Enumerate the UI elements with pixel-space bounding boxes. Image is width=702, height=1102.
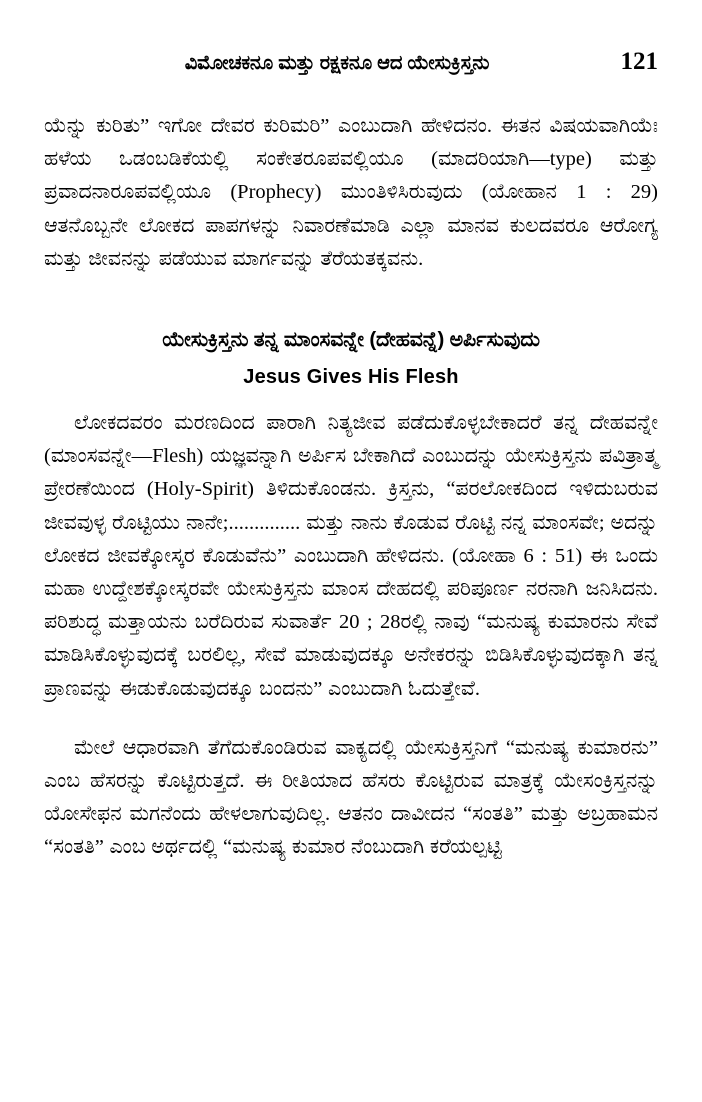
paragraph-1: ಯೆನ್ನು ಕುರಿತು” ಇಗೋ ದೇವರ ಕುರಿಮರಿ” ಎಂಬುದಾಗಿ ಹೇಳಿದನಂ. ಈತನ ವಿಷಯವಾಗಿಯೆಃ ಹಳೆಯ ಒಡಂಬಡಿಕೆಯಲ್ಲಿ ಸಂಕೇತರೂಪವಲ್ಲಿಯೂ (ಮಾದರಿಯಾಗಿ—type) ಮತ್ತು ಪ್ರವಾದನಾರೂಪವಲ್ಲಿಯೂ (Prophecy) ಮುಂತಿಳಿಸಿರುವುದು (ಯೋಹಾನ 1 : 29) ಆತನೊಬ್ಬನೇ ಲೋಕದ ಪಾಪಗಳನ್ನು ನಿವಾರಣೆಮಾಡಿ ಎಲ್ಲಾ ಮಾನವ ಕುಲದವರೂ ಆರೋಗ್ಯ ಮತ್ತು ಜೀವನನ್ನು ಪಡೆಯುವ ಮಾರ್ಗವನ್ನು ತೆರೆಯತಕ್ಕವನು. (44, 115, 658, 270)
page-number: 121 (620, 48, 658, 75)
page-header (44, 48, 658, 76)
paragraph-spacer-2 (44, 720, 658, 732)
section-heading-english: Jesus Gives His Flesh (243, 366, 459, 389)
running-title: ವಿಮೋಚಕನೂ ಮತ್ತು ರಕ್ಷಕನೂ ಆದ ಯೇಸುಕ್ರಿಸ್ತನು (184, 52, 490, 74)
section-heading-kannada: ಯೇಸುಕ್ರಿಸ್ತನು ತನ್ನ ಮಾಂಸವನ್ನೇ (ದೇಹವನ್ನೆ) ಅರ್ಪಿಸುವುದು (162, 328, 540, 352)
paragraph-spacer (44, 290, 658, 302)
paragraph-2: ಲೋಕದವರಂ ಮರಣದಿಂದ ಪಾರಾಗಿ ನಿತ್ಯಜೀವ ಪಡೆದುಕೊಳ್ಳಬೇಕಾದರೆ ತನ್ನ ದೇಹವನ್ನೇ (ಮಾಂಸವನ್ನೇ—Flesh) ಯಜ್ಞವನ್ನಾಗಿ ಅರ್ಪಿಸ ಬೇಕಾಗಿದೆ ಎಂಬುದನ್ನು ಯೇಸುಕ್ರಿಸ್ತನು ಪವಿತ್ರಾತ್ಮ ಪ್ರೇರಣೆಯಿಂದ (Holy-Spirit) ತಿಳಿದುಕೊಂಡನು. ಕ್ರಿಸ್ತನು, “ಪರಲೋಕದಿಂದ ಇಳಿದುಬರುವ ಜೀವವುಳ್ಳ ರೊಟ್ಟಿಯು ನಾನೇ;.............. ಮತ್ತು ನಾನು ಕೊಡುವ ರೊಟ್ಟಿ ನನ್ನ ಮಾಂಸವೇ; ಅದನ್ನು ಲೋಕದ ಜೀವಕ್ಕೋಸ್ಕರ ಕೊಡುವೆನು” ಎಂಬುದಾಗಿ ಹೇಳಿದನು. (ಯೋಹಾ 6 : 51) ಈ ಒಂದು ಮಹಾ ಉದ್ದೇಶಕ್ಕೋಸ್ಕರವೇ ಯೇಸುಕ್ರಿಸ್ತನು ಮಾಂಸ ದೇಹದಲ್ಲಿ ಪರಿಪೂರ್ಣ ನರನಾಗಿ ಜನಿಸಿದನು. ಪರಿಶುದ್ಧ ಮತ್ತಾಯನು ಬರೆದಿರುವ ಸುವಾರ್ತೆ 20 ; 28ರಲ್ಲಿ ನಾವು “ಮನುಷ್ಯ ಕುಮಾರನು ಸೇವೆ ಮಾಡಿಸಿಕೊಳ್ಳುವುದಕ್ಕೆ ಬರಲಿಲ್ಲ, ಸೇವೆ ಮಾಡುವುದಕ್ಕೂ ಅನೇಕರನ್ನು ಬಿಡಿಸಿಕೊಳ್ಳುವುದಕ್ಕಾಗಿ ತನ್ನ ಪ್ರಾಣವನ್ನು ಈಡುಕೊಡುವುದಕ್ಕೂ ಬಂದನು” ಎಂಬುದಾಗಿ ಓದುತ್ತೇವೆ. (44, 412, 658, 700)
paragraph-3: ಮೇಲೆ ಆಧಾರವಾಗಿ ತೆಗೆದುಕೊಂಡಿರುವ ವಾಕ್ಯದಲ್ಲಿ ಯೇಸುಕ್ರಿಸ್ತನಿಗೆ “ಮನುಷ್ಯ ಕುಮಾರನು” ಎಂಬ ಹೆಸರನ್ನು ಕೊಟ್ಟಿರುತ್ತದೆ. ಈ ರೀತಿಯಾದ ಹೆಸರು ಕೊಟ್ಟಿರುವ ಮಾತ್ರಕ್ಕೆ ಯೇಸಂಕ್ರಿಸ್ತನನ್ನು ಯೋಸೇಫನ ಮಗನೆಂದು ಹೇಳಲಾಗುವುದಿಲ್ಲ. ಆತನಂ ದಾವೀದನ “ಸಂತತಿ” ಮತ್ತು ಅಬ್ರಹಾಮನ “ಸಂತತಿ” ಎಂಬ ಅರ್ಥದಲ್ಲಿ “ಮನುಷ್ಯ ಕುಮಾರ ನೆಂಬುದಾಗಿ ಕರೆಯಲ್ಪಟ್ಟಿ (44, 736, 658, 859)
